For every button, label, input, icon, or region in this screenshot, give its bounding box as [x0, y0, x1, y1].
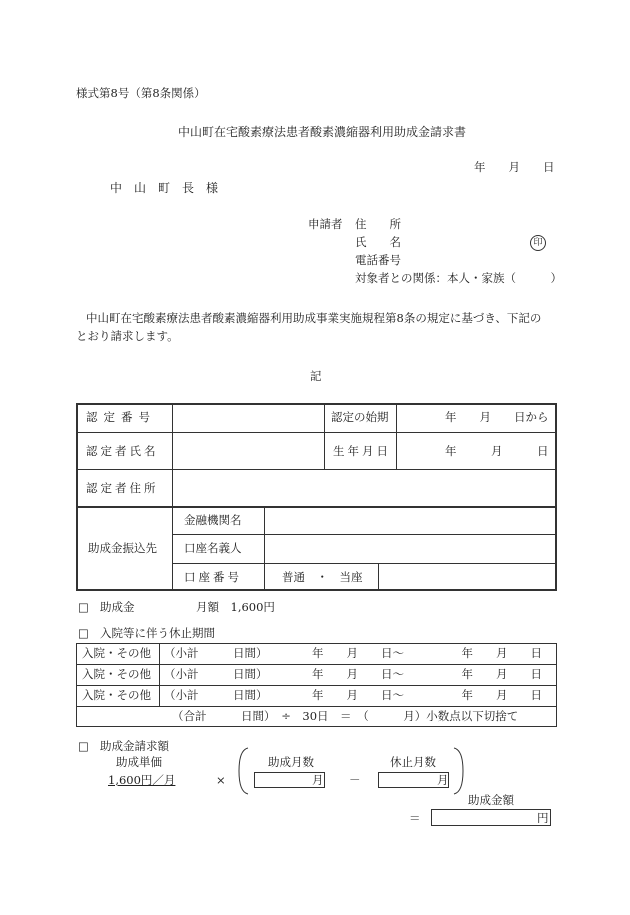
cert-address-label: 認定者住所	[86, 481, 159, 495]
bank-name-label: 金融機関名	[184, 513, 242, 527]
table-rule	[396, 403, 397, 469]
ki-heading: 記	[310, 369, 322, 383]
right-bracket	[452, 746, 466, 796]
grant-label: 助成金	[100, 600, 135, 614]
relation-label: 対象者との関係：本人・家族（ ）	[355, 271, 562, 285]
suspension-rule	[76, 664, 557, 665]
bank-name-field[interactable]	[266, 508, 555, 533]
left-bracket	[236, 746, 250, 796]
unit-price-label: 助成単価	[116, 755, 162, 769]
suspension-subtotal: （小計 日間）	[164, 667, 268, 681]
suspend-months-label: 休止月数	[390, 755, 436, 769]
request-label: 助成金請求額	[100, 739, 169, 753]
account-number-field[interactable]	[380, 565, 555, 589]
suspension-total: （合計 日間） ÷ 30日 ＝ （ 月）小数点以下切捨て	[172, 709, 519, 723]
unit-price-value: 1,600円／月	[108, 773, 176, 787]
body-text-line1: 中山町在宅酸素療法患者酸素濃縮器利用助成事業実施規程第8条の規定に基づき、下記の	[86, 311, 542, 325]
request-checkbox[interactable]: □	[78, 739, 89, 753]
account-type[interactable]: 普通 ・ 当座	[282, 570, 363, 584]
birth-date-label: 生年月日	[333, 444, 391, 458]
account-name-label: 口座名義人	[184, 541, 242, 555]
months-label: 助成月数	[268, 755, 314, 769]
amount-field[interactable]	[431, 809, 551, 826]
suspension-rule	[159, 643, 160, 706]
body-text-line2: とおり請求します。	[76, 329, 179, 343]
form-title: 中山町在宅酸素療法患者酸素濃縮器利用助成金請求書	[178, 125, 467, 139]
equals-sign: ＝	[409, 811, 421, 825]
cert-address-field[interactable]	[174, 471, 555, 505]
account-number-label: 口座番号	[184, 570, 242, 584]
table-rule	[378, 563, 379, 591]
form-number: 様式第8号（第8条関係）	[76, 86, 206, 100]
cert-start-value: 年 月 日から	[445, 410, 549, 424]
suspension-rule	[76, 685, 557, 686]
table-rule	[172, 534, 557, 535]
table-rule	[172, 403, 173, 591]
suspension-subtotal: （小計 日間）	[164, 646, 268, 660]
cert-name-label: 認定者氏名	[86, 444, 159, 458]
name-label: 氏 名	[355, 235, 401, 249]
suspension-rule	[76, 706, 557, 707]
account-name-field[interactable]	[266, 536, 555, 562]
cert-start-label: 認定の始期	[331, 410, 389, 424]
table-rule	[264, 506, 265, 591]
grant-monthly: 月額 1,600円	[196, 600, 275, 614]
address-label: 住 所	[355, 217, 401, 231]
applicant-label: 申請者	[308, 217, 343, 231]
phone-label: 電話番号	[355, 253, 401, 267]
suspension-type: 入院・その他	[82, 646, 151, 660]
suspension-period: 年 月 日～ 年 月 日	[312, 667, 542, 681]
times-sign: ×	[216, 773, 226, 787]
amount-label: 助成金額	[468, 793, 514, 807]
table-rule	[76, 469, 557, 470]
birth-date-value: 年 月 日	[445, 444, 549, 458]
cert-name-field[interactable]	[174, 434, 322, 468]
date-line: 年 月 日	[474, 160, 555, 174]
grant-checkbox[interactable]: □	[78, 600, 89, 614]
amount-unit: 円	[537, 811, 549, 825]
suspension-type: 入院・その他	[82, 688, 151, 702]
suspension-type: 入院・その他	[82, 667, 151, 681]
table-rule	[76, 432, 557, 433]
suspension-label: 入院等に伴う休止期間	[100, 626, 215, 640]
cert-number-label: 認定番号	[86, 410, 156, 424]
table-rule	[324, 403, 325, 469]
transfer-label: 助成金振込先	[88, 541, 157, 555]
seal-mark: 印	[530, 235, 546, 251]
suspension-period: 年 月 日～ 年 月 日	[312, 688, 542, 702]
minus-sign: －	[349, 773, 361, 787]
addressee: 中 山 町 長 様	[110, 181, 219, 195]
cert-number-field[interactable]	[174, 405, 322, 431]
suspension-subtotal: （小計 日間）	[164, 688, 268, 702]
suspension-checkbox[interactable]: □	[78, 626, 89, 640]
months-unit: 月	[312, 773, 324, 787]
suspend-months-unit: 月	[437, 773, 449, 787]
table-rule	[172, 563, 557, 564]
suspension-period: 年 月 日～ 年 月 日	[312, 646, 542, 660]
